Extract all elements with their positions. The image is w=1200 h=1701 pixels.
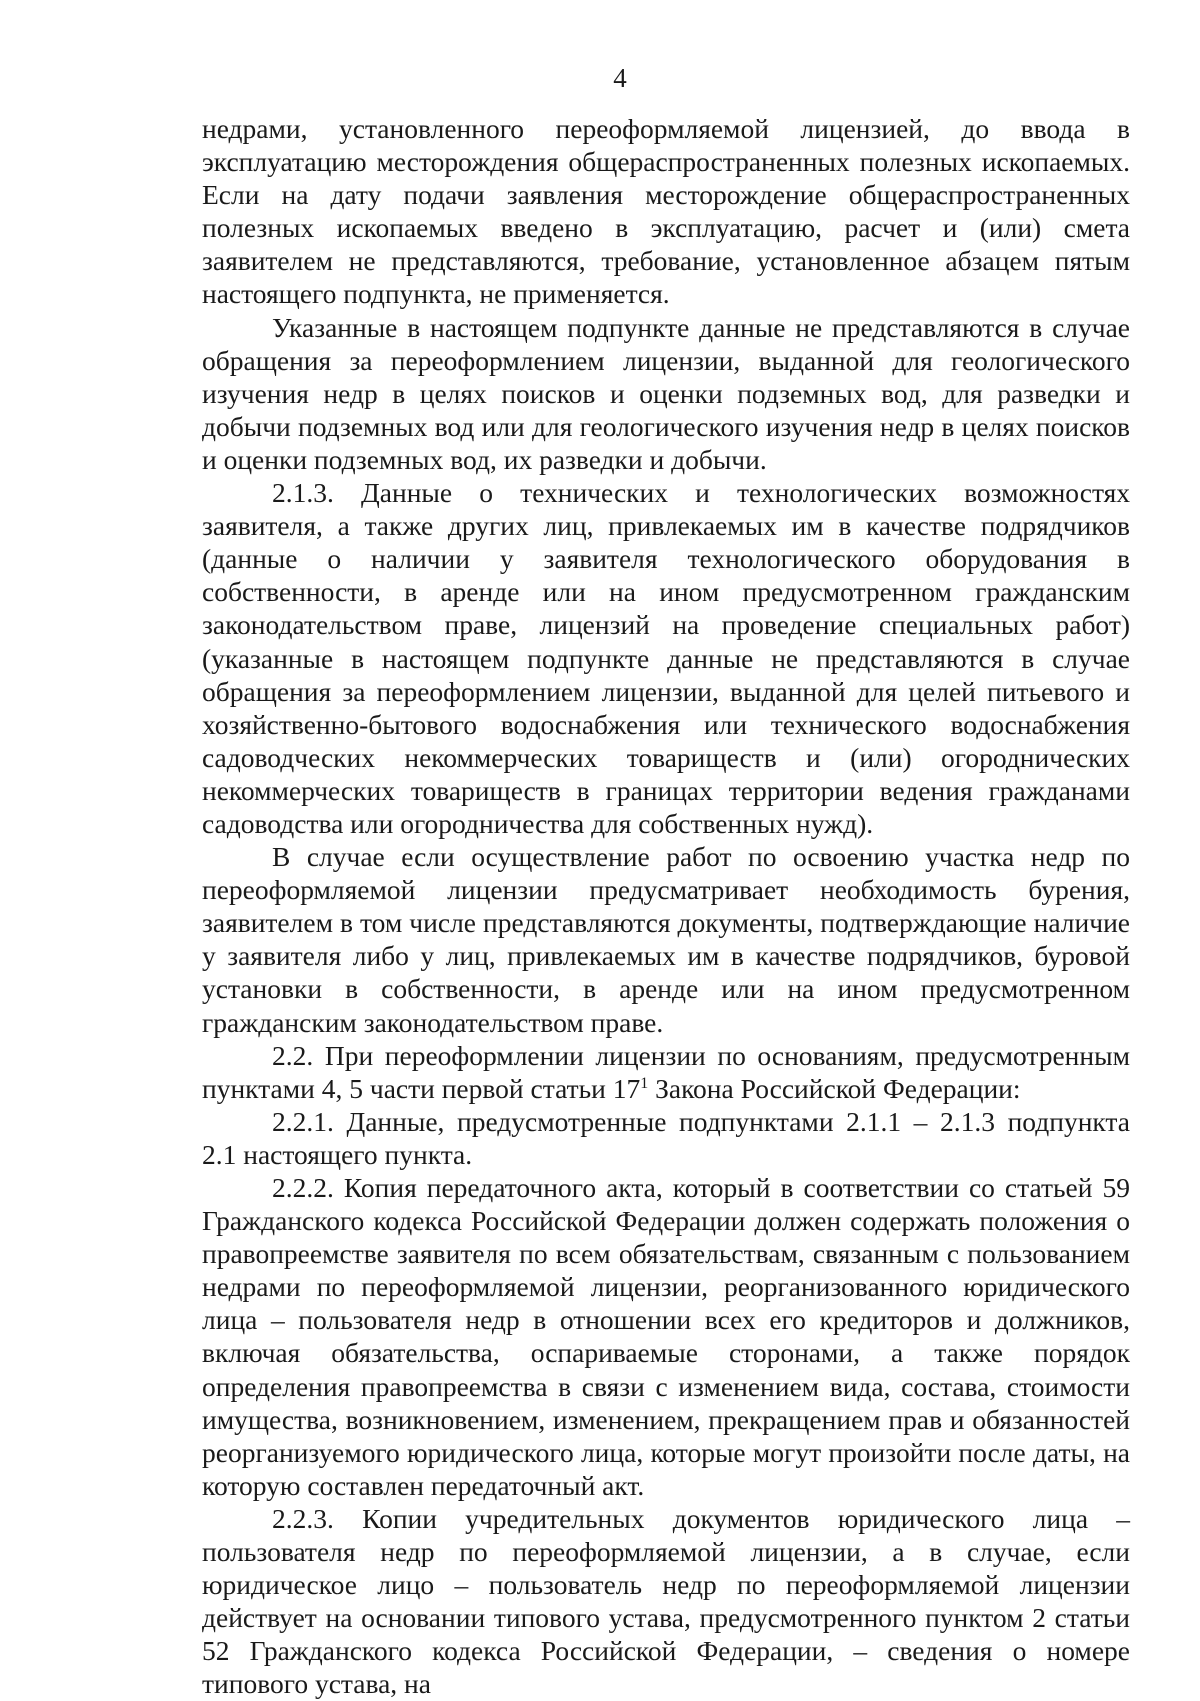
paragraph-groundwater-exception: Указанные в настоящем подпункте данные не представляются в случае обращения за переоформлением лицензии, выданной для геологического изучения недр в целях поисков и оценки подземных вод, для разведки и добычи подземных вод или для геологического изучения недр в целях поисков и оценки подземных вод, их разведки и добычи.: [202, 311, 1130, 475]
paragraph-2-2-3: 2.2.3. Копии учредительных документов юридического лица – пользователя недр по переоформляемой лицензии, а в случае, если юридическое лицо – пользователь недр по переоформляемой лицензии действует на основании типового устава, предусмотренного пунктом 2 статьи 52 Гражданского кодекса Российской Федерации, – сведения о номере типового устава, на: [202, 1502, 1130, 1700]
paragraph-continuation: недрами, установленного переоформляемой лицензией, до ввода в эксплуатацию месторождения общераспространенных полезных ископаемых. Если на дату подачи заявления месторождение общераспространенных полезных ископаемых введено в эксплуатацию, расчет и (или) смета заявителем не представляются, требование, установленное абзацем пятым настоящего подпункта, не применяется.: [202, 113, 1130, 310]
paragraph-2-2-text-end: Закона Российской Федерации:: [648, 1072, 1021, 1104]
paragraph-2-2-2: 2.2.2. Копия передаточного акта, который в соответствии со статьей 59 Гражданского кодекса Российской Федерации должен содержать положения о правопреемстве заявителя по всем обязательствам, связанным с пользованием недрами по переоформляемой лицензии, реорганизованного юридического лица – пользователя недр в отношении всех его кредиторов и должников, включая обязательства, оспариваемые сторонами, а также порядок определения правопреемства в связи с изменением вида, состава, стоимости имущества, возникновением, изменением, прекращением прав и обязанностей реорганизуемого юридического лица, которые могут произойти после даты, на которую составлен передаточный акт.: [202, 1172, 1130, 1501]
paragraph-2-2-superscript: 1: [640, 1074, 649, 1092]
page-number: 4: [613, 63, 627, 93]
paragraph-2-2-1: 2.2.1. Данные, предусмотренные подпунктами 2.1.1 – 2.1.3 подпункта 2.1 настоящего пункта.: [202, 1105, 1130, 1170]
paragraph-2-2-text-start: 2.2. При переоформлении лицензии по основаниям, предусмотренным пунктами 4, 5 части первой статьи 17: [202, 1039, 1130, 1104]
document-body: [202, 112, 1130, 1701]
paragraph-2-2: [202, 1039, 1130, 1105]
paragraph-drilling: В случае если осуществление работ по освоению участка недр по переоформляемой лицензии предусматривает необходимость бурения, заявителем в том числе представляются документы, подтверждающие наличие у заявителя либо у лиц, привлекаемых им в качестве подрядчиков, буровой установки в собственности, в аренде или на ином предусмотренном гражданским законодательством праве.: [202, 841, 1130, 1038]
paragraph-2-1-3: 2.1.3. Данные о технических и технологических возможностях заявителя, а также других лиц, привлекаемых им в качестве подрядчиков (данные о наличии у заявителя технологического оборудования в собственности, в аренде или на ином предусмотренном гражданским законодательством праве, лицензий на проведение специальных работ) (указанные в настоящем подпункте данные не представляются в случае обращения за переоформлением лицензии, выданной для целей питьевого и хозяйственно-бытового водоснабжения или технического водоснабжения садоводческих некоммерческих товариществ и (или) огороднических некоммерческих товариществ в границах территории ведения гражданами садоводства или огородничества для собственных нужд).: [202, 477, 1130, 839]
